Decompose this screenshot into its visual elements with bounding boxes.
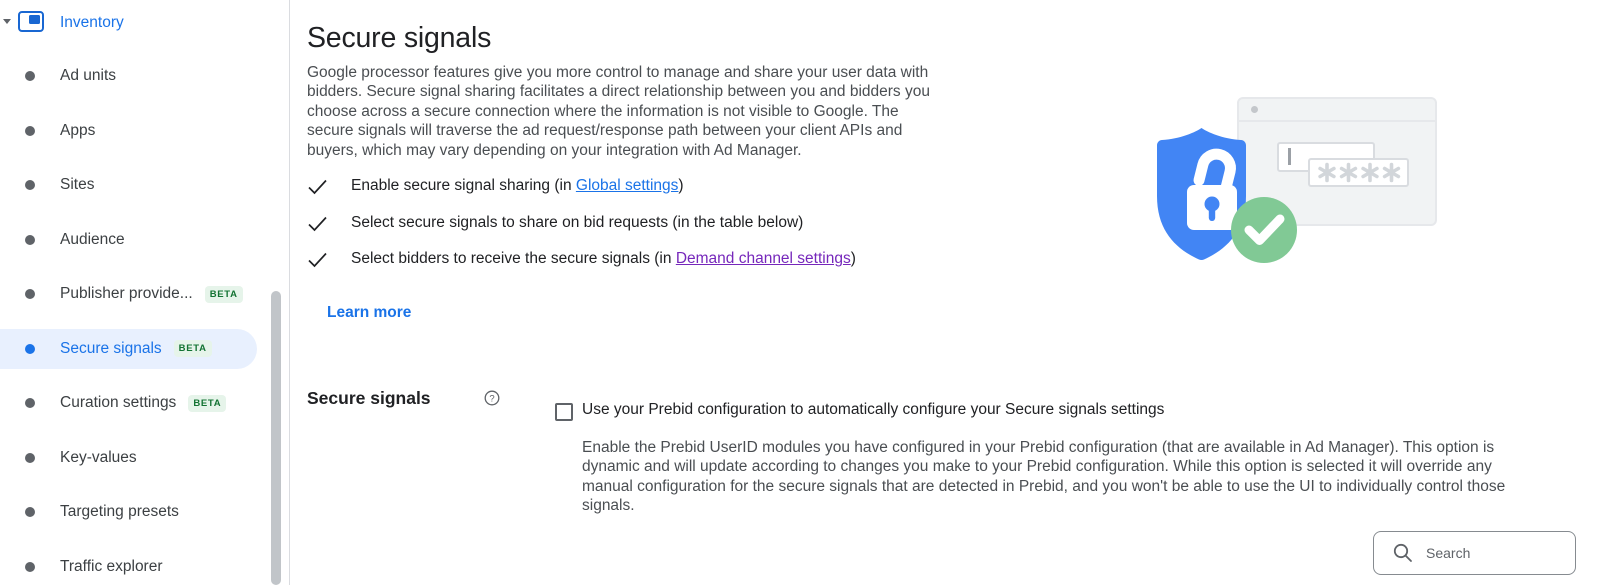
bullet-icon [25, 235, 35, 245]
bullet-icon [25, 126, 35, 136]
sidebar-header-label[interactable]: Inventory [60, 14, 124, 31]
checkmark-icon [307, 251, 328, 269]
page-title: Secure signals [307, 22, 492, 54]
password-field-graphic [1308, 158, 1409, 187]
bullet-icon [25, 289, 35, 299]
beta-badge: BETA [188, 395, 226, 412]
checkmark-icon [307, 215, 328, 233]
beta-badge: BETA [174, 340, 212, 357]
checkmark-icon [307, 178, 328, 196]
bullet-icon [25, 562, 35, 572]
prebid-description: Enable the Prebid UserID modules you have configured in your Prebid configuration (that are available in Ad Manager). This option is dynamic and will update according to changes you make to your Prebid configuration. While this option is selected it will override any manual configuration for the secure signals that are detected in Prebid, and you won't be able to use the UI to individually control those signals. [582, 439, 1506, 515]
prebid-checkbox[interactable] [555, 403, 573, 421]
checklist-item-select-bidders: Select bidders to receive the secure signals (in Demand channel settings) [307, 250, 856, 269]
sidebar-item-secure-signals[interactable]: Secure signals BETA [0, 329, 257, 369]
inventory-icon [18, 11, 44, 32]
shield-lock-icon [1155, 128, 1301, 266]
password-asterisks-icon [1310, 160, 1407, 185]
sidebar-item-ad-units[interactable]: Ad units [0, 56, 257, 96]
bullet-icon [25, 398, 35, 408]
search-input[interactable] [1426, 545, 1575, 561]
sidebar-item-key-values[interactable]: Key-values [0, 438, 257, 478]
sidebar [0, 0, 289, 585]
sidebar-item-publisher-provided[interactable]: Publisher provide... BETA [0, 274, 257, 314]
section-title: Secure signals [307, 388, 431, 408]
sidebar-divider [289, 0, 290, 585]
svg-text:?: ? [489, 393, 495, 405]
sidebar-item-traffic-explorer[interactable]: Traffic explorer [0, 547, 257, 585]
global-settings-link[interactable]: Global settings [575, 177, 679, 194]
demand-channel-settings-link[interactable]: Demand channel settings [675, 250, 851, 267]
checklist-item-select-signals: Select secure signals to share on bid requests (in the table below) [307, 214, 803, 233]
help-icon[interactable] [484, 390, 500, 406]
bullet-icon [25, 453, 35, 463]
collapse-caret-icon[interactable] [3, 19, 11, 24]
prebid-checkbox-label[interactable]: Use your Prebid configuration to automatically configure your Secure signals settings [582, 401, 1165, 418]
bullet-icon [25, 180, 35, 190]
bullet-icon [25, 71, 35, 81]
bullet-icon [25, 344, 35, 354]
checklist-item-enable-sharing: Enable secure signal sharing (in Global settings) [307, 177, 684, 196]
secure-signals-illustration [1135, 88, 1465, 283]
sidebar-item-sites[interactable]: Sites [0, 165, 257, 205]
beta-badge: BETA [205, 286, 243, 303]
table-search-box[interactable] [1373, 531, 1576, 575]
sidebar-header-inventory[interactable] [0, 0, 257, 34]
intro-text: Google processor features give you more control to manage and share your user data with bidders. Secure signal sharing facilitates a direct relationship between you and bidders you choose across a secure connection where the information is not visible to Google. The secure signals will traverse the ad request/response path between your client APIs and buyers, which may vary depending on your integration with Ad Manager. [307, 64, 930, 159]
bullet-icon [25, 507, 35, 517]
learn-more-link[interactable]: Learn more [327, 304, 412, 321]
sidebar-item-apps[interactable]: Apps [0, 111, 257, 151]
window-titlebar-graphic [1239, 99, 1435, 122]
search-icon [1392, 542, 1414, 564]
sidebar-scrollbar[interactable] [271, 291, 281, 585]
sidebar-item-audience[interactable]: Audience [0, 220, 257, 260]
sidebar-item-curation-settings[interactable]: Curation settings BETA [0, 383, 257, 423]
window-dot-icon [1251, 106, 1258, 113]
sidebar-item-targeting-presets[interactable]: Targeting presets [0, 492, 257, 532]
